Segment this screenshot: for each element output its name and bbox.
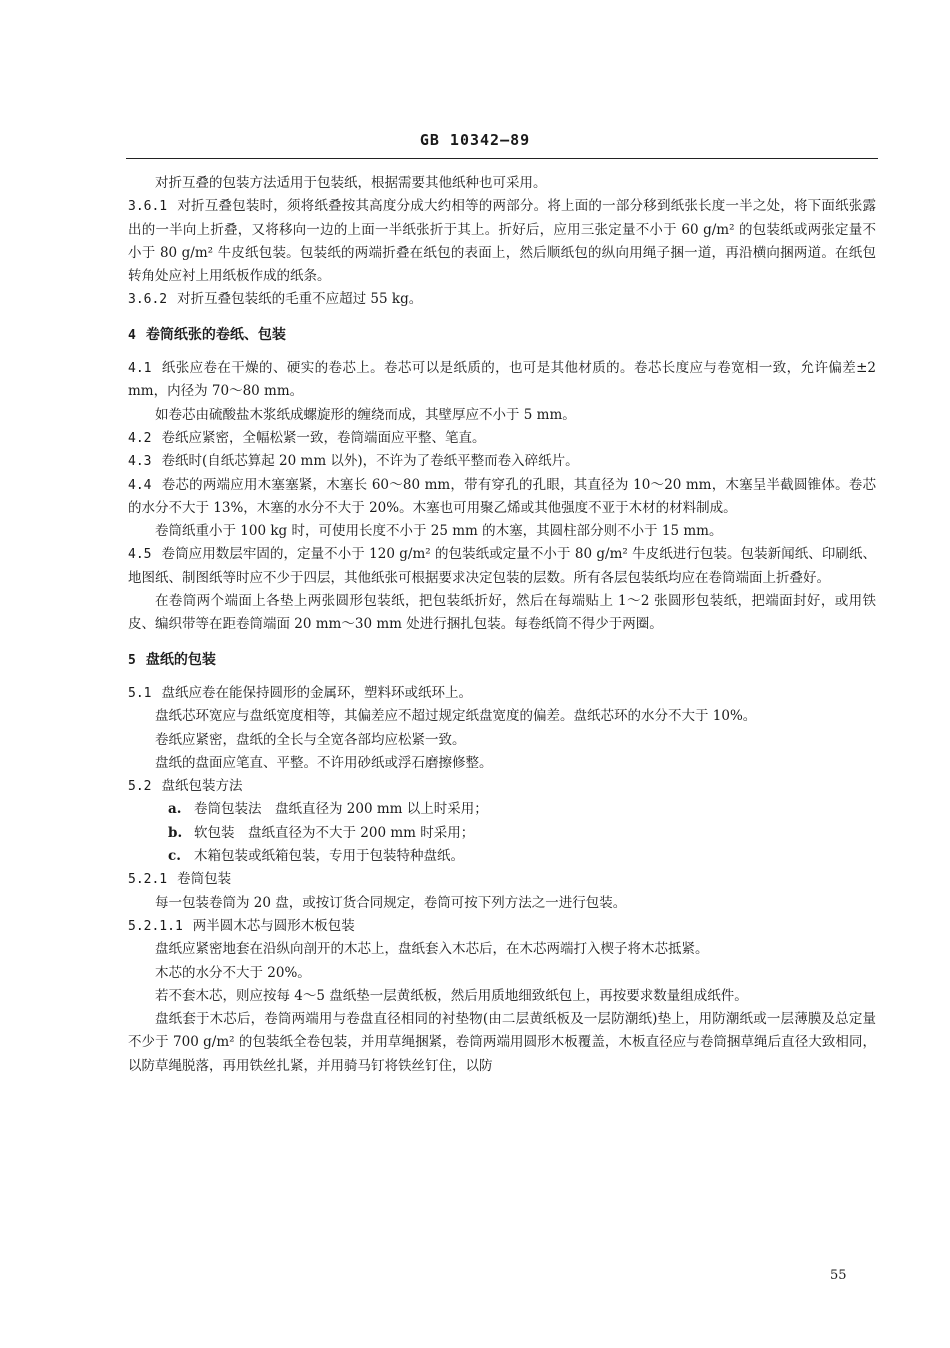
document-header: GB 10342—89 [419, 131, 531, 149]
paragraph [128, 195, 876, 288]
paragraph [128, 682, 876, 705]
list-item [128, 798, 876, 821]
paragraph [128, 938, 876, 961]
paragraph-text: 如卷芯由硫酸盐木浆纸成螺旋形的缠绕而成，其壁厚应不小于 5 mm。 [155, 406, 576, 423]
paragraph [128, 520, 876, 543]
clause-number: 4.2 [128, 430, 152, 446]
section-number: 5 [128, 652, 136, 668]
paragraph [128, 543, 876, 590]
paragraph [128, 962, 876, 985]
paragraph-text: 若不套木芯，则应按每 4～5 盘纸垫一层黄纸板，然后用质地细致纸包上，再按要求数量组成纸件。 [155, 987, 748, 1004]
clause-number: 3.6.1 [128, 199, 168, 215]
clause-number: 5.2.1 [128, 872, 168, 888]
list-item-text: 卷筒包装法 盘纸直径为 200 mm 以上时采用； [194, 801, 488, 818]
paragraph [128, 775, 876, 798]
paragraph [128, 288, 876, 311]
paragraph [128, 985, 876, 1008]
paragraph-text: 每一包装卷筒为 20 盘，或按订货合同规定，卷筒可按下列方法之一进行包装。 [155, 894, 627, 911]
paragraph [128, 892, 876, 915]
paragraph [128, 450, 876, 473]
paragraph [128, 1008, 876, 1078]
paragraph [128, 590, 876, 637]
section-number: 4 [128, 327, 136, 343]
list-item-text: 木箱包装或纸箱包装，专用于包装特种盘纸。 [194, 848, 464, 865]
paragraph-text: 对折互叠包装纸的毛重不应超过 55 kg。 [177, 291, 423, 308]
clause-number: 4.3 [128, 454, 152, 470]
paragraph-text: 卷纸应紧密，盘纸的全长与全宽各部均应松紧一致。 [155, 731, 466, 748]
list-item [128, 822, 876, 845]
paragraph-text: 盘纸应紧密地套在沿纵向剖开的木芯上，盘纸套入木芯后，在木芯两端打入楔子将木芯抵紧。 [155, 941, 709, 958]
document-body [128, 172, 876, 1078]
paragraph-text: 纸张应卷在干燥的、硬实的卷芯上。卷芯可以是纸质的，也可是其他材质的。卷芯长度应与卷宽相一致，允许偏差±2 mm，内径为 70～80 mm。 [128, 360, 876, 400]
section-heading [128, 324, 876, 347]
paragraph-text: 卷芯的两端应用木塞塞紧，木塞长 60～80 mm，带有穿孔的孔眼，其直径为 10～20 mm，木塞呈半截圆锥体。卷芯的水分不大于 13%，木塞的水分不大于 20%。木塞也可用聚乙烯或其他强度不亚于木材的材料制成。 [128, 476, 876, 516]
paragraph [128, 729, 876, 752]
list-item-text: 软包装 盘纸直径为不大于 200 mm 时采用； [194, 824, 475, 841]
clause-number: 5.2.1.1 [128, 918, 183, 934]
list-marker: b. [168, 824, 183, 841]
section-title: 卷筒纸张的卷纸、包装 [145, 326, 286, 343]
paragraph-text: 卷筒应用数层牢固的，定量不小于 120 g/m² 的包装纸或定量不小于 80 g/m² 牛皮纸进行包装。包装新闻纸、印刷纸、地图纸、制图纸等时应不少于四层，其他纸张可根据要求决定包装的层数。所有各层包装纸均应在卷筒端面上折叠好。 [128, 546, 876, 586]
list-marker: c. [168, 848, 181, 865]
paragraph-text: 在卷筒两个端面上各垫上两张圆形包装纸，把包装纸折好，然后在每端贴上 1～2 张圆形包装纸，把端面封好，或用铁皮、编织带等在距卷筒端面 20 mm～30 mm 处进行捆扎包装。每卷纸筒不得少于两圈。 [128, 593, 876, 633]
paragraph [128, 357, 876, 404]
header-rule [126, 158, 878, 159]
paragraph-text: 盘纸应卷在能保持圆形的金属环，塑料环或纸环上。 [161, 684, 472, 701]
clause-number: 4.1 [128, 361, 152, 377]
paragraph [128, 915, 876, 938]
paragraph-text: 卷筒包装 [177, 871, 232, 888]
paragraph [128, 474, 876, 521]
paragraph [128, 427, 876, 450]
paragraph [128, 404, 876, 427]
paragraph [128, 868, 876, 891]
paragraph-text: 木芯的水分不大于 20%。 [155, 964, 311, 981]
list-marker: a. [168, 801, 182, 818]
clause-number: 4.5 [128, 547, 152, 563]
paragraph [128, 172, 876, 195]
paragraph-text: 卷纸时(自纸芯算起 20 mm 以外)，不许为了卷纸平整而卷入碎纸片。 [161, 453, 579, 470]
paragraph-text: 盘纸套于木芯后，卷筒两端用与卷盘直径相同的衬垫物(由二层黄纸板及一层防潮纸)垫上，用防潮纸或一层薄膜及总定量不少于 700 g/m² 的包装纸全卷包装，并用草绳捆紧，卷筒两端用圆形木板覆盖，木板直径应与卷筒捆草绳后直径大致相同，以防草绳脱落，再用铁丝扎紧，并用骑马钉将铁丝钉住，以防 [128, 1011, 876, 1074]
clause-number: 3.6.2 [128, 292, 168, 308]
paragraph-text: 卷纸应紧密，全幅松紧一致，卷筒端面应平整、笔直。 [161, 429, 486, 446]
clause-number: 4.4 [128, 477, 152, 493]
section-heading [128, 649, 876, 672]
paragraph-text: 对折互叠包装时，须将纸叠按其高度分成大约相等的两部分。将上面的一部分移到纸张长度一半之处，将下面纸张露出的一半向上折叠，又将移向一边的上面一半纸张折于其上。折好后，应用三张定量不小于 60 g/m² 的包装纸或两张定量不小于 80 g/m² 牛皮纸包装。包装纸的两端折叠在纸包的表面上，然后顺纸包的纵向用绳子捆一道，再沿横向捆两道。在纸包转角处应衬上用纸板作成的纸条。 [128, 198, 876, 285]
list-item [128, 845, 876, 868]
section-title: 盘纸的包装 [145, 651, 216, 668]
paragraph-text: 卷筒纸重小于 100 kg 时，可使用长度不小于 25 mm 的木塞，其圆柱部分则不小于 15 mm。 [155, 523, 723, 540]
page-number: 55 [830, 1268, 847, 1283]
paragraph-text: 盘纸的盘面应笔直、平整。不许用砂纸或浮石磨擦修整。 [155, 754, 493, 771]
clause-number: 5.1 [128, 685, 152, 701]
paragraph [128, 752, 876, 775]
paragraph-text: 两半圆木芯与圆形木板包装 [192, 917, 355, 934]
paragraph [128, 705, 876, 728]
paragraph-text: 盘纸包装方法 [161, 778, 243, 795]
paragraph-text: 盘纸芯环宽应与盘纸宽度相等，其偏差应不超过规定纸盘宽度的偏差。盘纸芯环的水分不大于 10%。 [155, 708, 757, 725]
clause-number: 5.2 [128, 779, 152, 795]
paragraph-text: 对折互叠的包装方法适用于包装纸，根据需要其他纸种也可采用。 [155, 175, 547, 191]
